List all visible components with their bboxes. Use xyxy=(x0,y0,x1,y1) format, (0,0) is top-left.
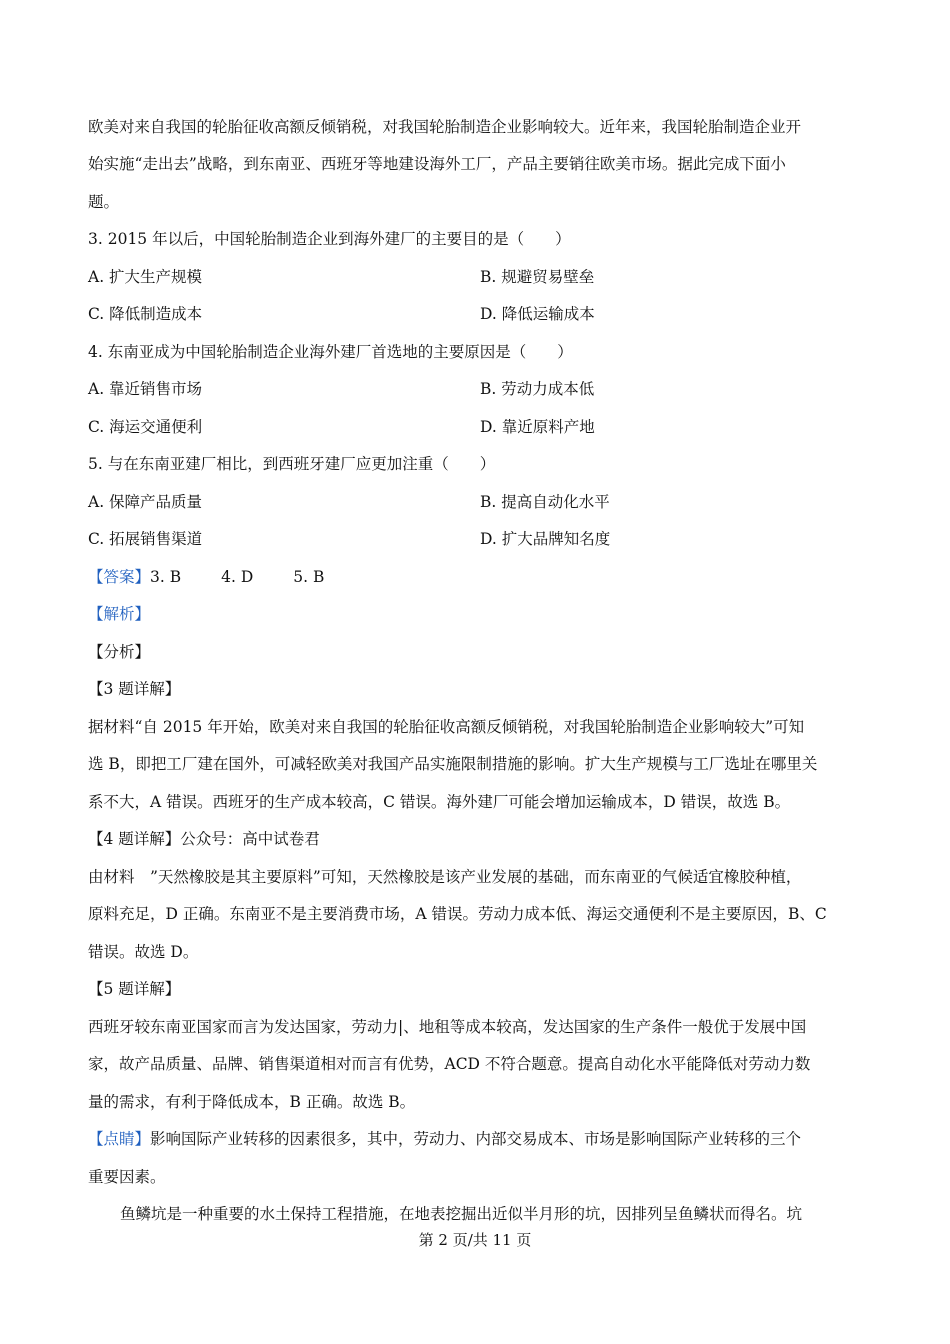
answer-label: 【答案】 xyxy=(88,568,151,586)
question-4-option-c: C. 海运交通便利 xyxy=(88,418,203,436)
intro-line: 欧美对来自我国的轮胎征收高额反倾销税，对我国轮胎制造企业影响较大。近年来，我国轮胎制造企业开 xyxy=(88,118,802,136)
question-3-option-d: D. 降低运输成本 xyxy=(480,305,595,323)
question-5-option-d: D. 扩大品牌知名度 xyxy=(480,530,611,548)
answer-item: 3. B xyxy=(150,568,182,586)
dianjing-line: 重要因素。 xyxy=(88,1168,166,1186)
analysis-label: 【解析】 xyxy=(88,605,151,623)
question-5-stem: 5. 与在东南亚建厂相比，到西班牙建厂应更加注重（ ） xyxy=(88,455,496,473)
question-5-option-b: B. 提高自动化水平 xyxy=(480,493,610,511)
fenxi-label: 【分析】 xyxy=(88,643,151,661)
detail-4-line: 错误。故选 D。 xyxy=(88,943,199,961)
question-4-option-a: A. 靠近销售市场 xyxy=(88,380,203,398)
detail-5-heading: 【5 题详解】 xyxy=(88,980,181,998)
question-4-stem: 4. 东南亚成为中国轮胎制造企业海外建厂首选地的主要原因是（ ） xyxy=(88,343,573,361)
dianjing-label: 【点睛】 xyxy=(88,1130,151,1148)
answer-item: 4. D xyxy=(221,568,254,586)
question-3-option-c: C. 降低制造成本 xyxy=(88,305,203,323)
intro-line: 题。 xyxy=(88,193,120,211)
question-3-option-a: A. 扩大生产规模 xyxy=(88,268,203,286)
detail-3-line: 选 B，即把工厂建在国外，可减轻欧美对我国产品实施限制措施的影响。扩大生产规模与工厂选址在哪里关 xyxy=(88,755,818,773)
detail-5-line: 量的需求，有利于降低成本，B 正确。故选 B。 xyxy=(88,1093,416,1111)
detail-5-line: 西班牙较东南亚国家而言为发达国家，劳动力|、地租等成本较高，发达国家的生产条件一般优于发展中国 xyxy=(88,1018,807,1036)
page-footer: 第 2 页/共 11 页 xyxy=(418,1231,532,1249)
intro-line: 始实施“走出去”战略，到东南亚、西班牙等地建设海外工厂，产品主要销往欧美市场。据此完成下面小 xyxy=(88,155,786,173)
detail-3-line: 系不大，A 错误。西班牙的生产成本较高，C 错误。海外建厂可能会增加运输成本，D 错误，故选 B。 xyxy=(88,793,791,811)
question-3-option-b: B. 规避贸易壁垒 xyxy=(480,268,595,286)
question-5-option-a: A. 保障产品质量 xyxy=(88,493,203,511)
question-4-option-d: D. 靠近原料产地 xyxy=(480,418,595,436)
detail-4-line: 由材料 ”天然橡胶是其主要原料”可知，天然橡胶是该产业发展的基础，而东南亚的气候适宜橡胶种植， xyxy=(88,868,802,886)
next-paragraph: 鱼鳞坑是一种重要的水土保持工程措施，在地表挖掘出近似半月形的坑，因排列呈鱼鳞状而得名。坑 xyxy=(120,1205,803,1223)
dianjing-line xyxy=(88,1129,801,1149)
detail-3-line: 据材料“自 2015 年开始，欧美对来自我国的轮胎征收高额反倾销税，对我国轮胎制造企业影响较大”可知 xyxy=(88,718,805,736)
dianjing-text: 影响国际产业转移的因素很多，其中，劳动力、内部交易成本、市场是影响国际产业转移的三个 xyxy=(150,1130,802,1148)
detail-4-line: 原料充足，D 正确。东南亚不是主要消费市场，A 错误。劳动力成本低、海运交通便利不是主要原因，B、C xyxy=(88,905,827,923)
question-3-stem: 3. 2015 年以后，中国轮胎制造企业到海外建厂的主要目的是（ ） xyxy=(88,230,571,248)
question-5-option-c: C. 拓展销售渠道 xyxy=(88,530,203,548)
answer-item: 5. B xyxy=(293,568,325,586)
detail-3-heading: 【3 题详解】 xyxy=(88,680,181,698)
answer-line xyxy=(88,567,324,587)
detail-5-line: 家，故产品质量、品牌、销售渠道相对而言有优势，ACD 不符合题意。提高自动化水平能降低对劳动力数 xyxy=(88,1055,811,1073)
question-4-option-b: B. 劳动力成本低 xyxy=(480,380,595,398)
detail-4-heading: 【4 题详解】公众号：高中试卷君 xyxy=(88,830,320,848)
